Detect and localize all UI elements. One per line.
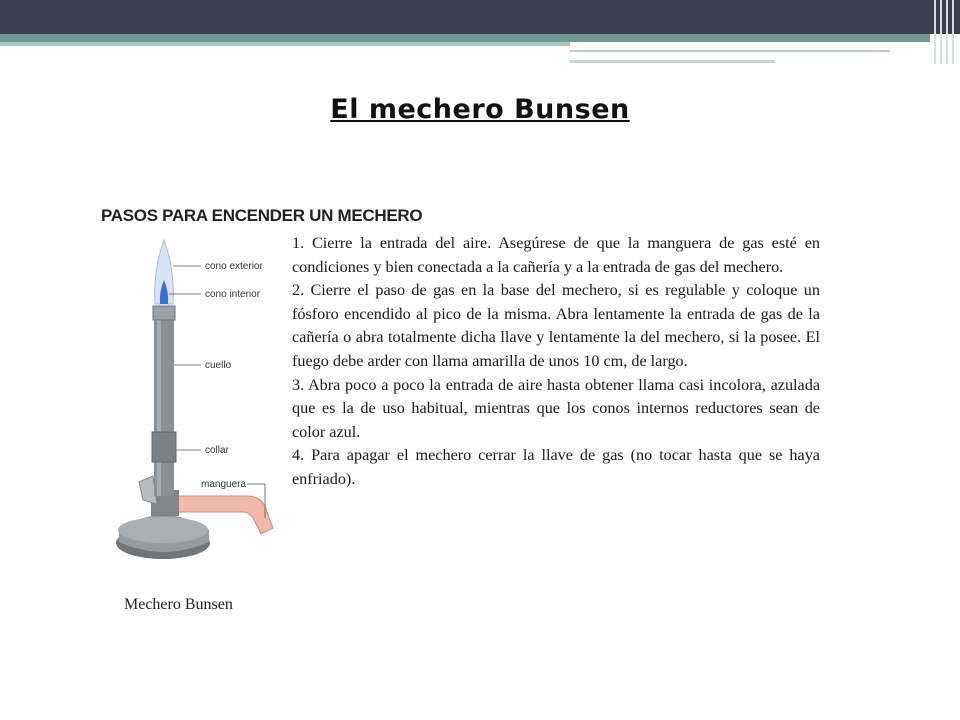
label-neck: cuello [205, 360, 232, 371]
burner-base-top [118, 517, 208, 543]
label-hose: manguera [201, 479, 247, 490]
slide-title: El mechero Bunsen [330, 94, 630, 125]
accent-strip [570, 50, 890, 52]
label-inner-cone: cono interior [205, 289, 261, 300]
step-4: 4. Para apagar el mechero cerrar la llave de gas (no tocar hasta que se haya enfriado). [292, 446, 820, 488]
bunsen-burner-illustration [97, 200, 292, 590]
accent-bar-light [0, 42, 570, 46]
accent-strip-lower [570, 60, 775, 63]
label-collar: collar [205, 445, 229, 456]
step-2: 2. Cierre el paso de gas en la base del mechero, si es regulable y coloque un fósforo encendido al pico de la misma. Abra lentamente la entrada de gas de la cañería o abra totalmente dicha llave y lentamente la del mechero, si la posee. El fuego debe arder con llama amarilla de unos 10 cm, de largo. [292, 281, 820, 370]
step-1: 1. Cierre la entrada del aire. Asegúrese de que la manguera de gas esté en condiciones y bien conectada a la cañería y a la entrada de gas del mechero. [292, 234, 820, 276]
label-outer-cone: cono exterior [205, 261, 263, 272]
step-3: 3. Abra poco a poco la entrada de aire hasta obtener llama casi incolora, azulada que es la de uso habitual, mientras que los conos internos reductores sean de color azul. [292, 375, 820, 441]
figure-heading: PASOS PARA ENCENDER UN MECHERO [101, 206, 423, 225]
top-header-bar [0, 0, 960, 34]
steps-text [292, 232, 820, 492]
figure-caption: Mechero Bunsen [124, 596, 233, 613]
tube-highlight [157, 318, 161, 496]
accent-bar [0, 34, 930, 42]
burner-mouth [153, 306, 175, 320]
decorative-vertical-lines [930, 0, 960, 64]
bunsen-figure [97, 200, 827, 620]
air-collar [152, 432, 176, 462]
